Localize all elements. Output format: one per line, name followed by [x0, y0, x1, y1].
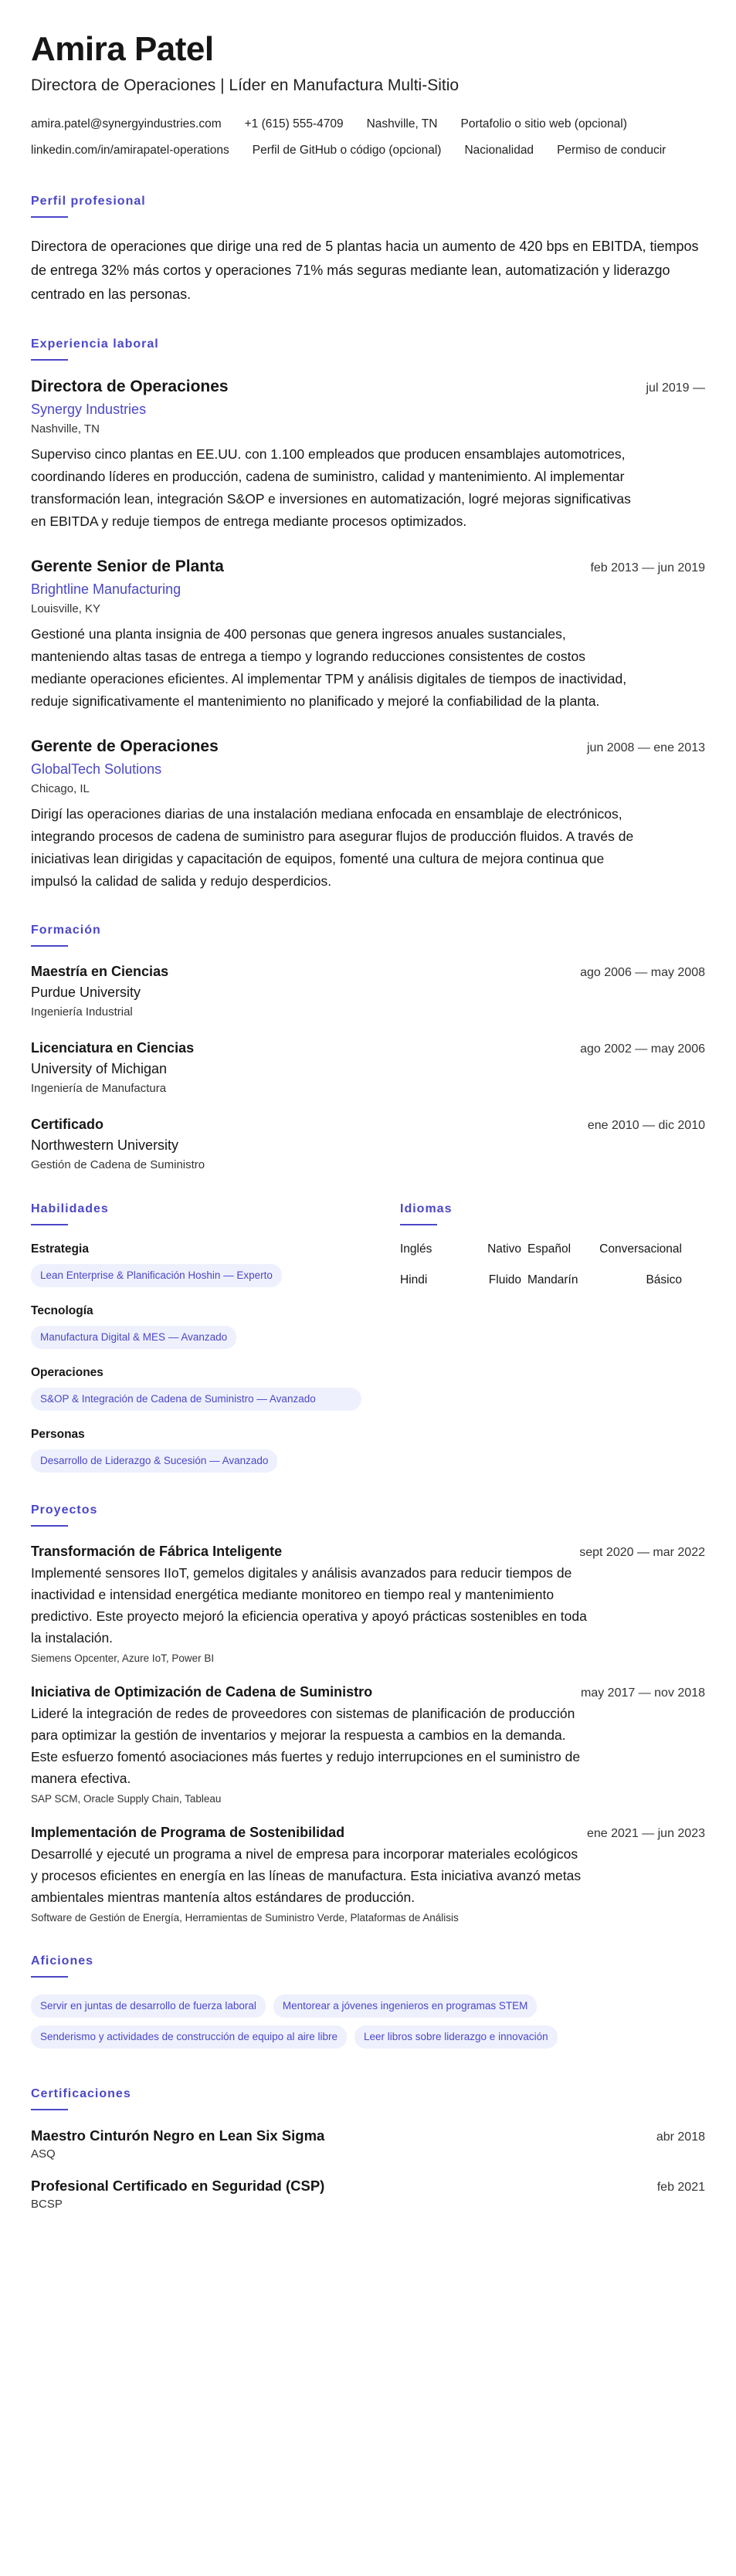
job-location: Louisville, KY	[31, 602, 101, 615]
skill-category: Tecnología	[31, 1304, 93, 1317]
project-entry	[31, 1825, 705, 1924]
certification-date: feb 2021	[656, 2181, 705, 2194]
language-level: Básico	[646, 1273, 682, 1286]
hobby-pill: Servir en juntas de desarrollo de fuerza laboral	[31, 1995, 266, 2018]
project-title: Implementación de Programa de Sostenibilidad	[31, 1825, 345, 1840]
education-entry	[31, 1040, 705, 1095]
section-title: Aficiones	[31, 1954, 94, 1968]
section-title: Perfil profesional	[31, 195, 146, 208]
skill-group	[31, 1428, 369, 1473]
certification-entry	[31, 2127, 705, 2161]
education-dates: ene 2010 — dic 2010	[587, 1119, 705, 1132]
skill-pill: Lean Enterprise & Planificación Hoshin — Experto	[31, 1264, 282, 1287]
degree-name: Maestría en Ciencias	[31, 964, 169, 979]
skill-category: Personas	[31, 1428, 85, 1441]
section-divider	[31, 359, 68, 361]
language-level: Nativo	[487, 1242, 521, 1256]
project-tools: Siemens Opcenter, Azure IoT, Power BI	[31, 1652, 215, 1664]
language-row	[400, 1273, 705, 1287]
job-title: Gerente de Operaciones	[31, 737, 219, 755]
skill-group	[31, 1304, 369, 1349]
certification-name: Maestro Cinturón Negro en Lean Six Sigma	[31, 2127, 325, 2144]
project-description: Implementé sensores IIoT, gemelos digitales y análisis avanzados para reducir tiempos de inactividad e intensidad energética mediante monitoreo en tiempo real y mantenimiento predictivo. Este proyecto mejoró la eficiencia operativa y apoyó prácticas sostenibles en toda la instalación.	[31, 1565, 587, 1646]
skills-languages-row	[31, 1202, 705, 1473]
contact-github[interactable]: Perfil de GitHub o código (opcional)	[252, 144, 442, 157]
job-description: Superviso cinco plantas en EE.UU. con 1.100 empleados que producen ensamblajes automotrices, coordinando líderes en producción, cadena de suministro, calidad y mantenimiento. Al implementar transformación lean, integración S&OP e inversiones en automatización, logré mejoras significativas en EBITDA y reduje tiempos de entrega mediante procesos optimizados.	[31, 446, 631, 529]
job-description: Gestioné una planta insignia de 400 personas que genera ingresos anuales sustanciales, manteniendo altas tasas de entrega a tiempo y logrando reducciones consistentes de costos mediante operaciones eficientes. Al implementar TPM y análisis digitales de tiempos de inactividad, reduje significativamente el mantenimiento no planificado y mejoré la confiabilidad de la planta.	[31, 626, 627, 709]
project-entry	[31, 1684, 705, 1805]
skill-pill: S&OP & Integración de Cadena de Suministro — Avanzado	[31, 1388, 361, 1411]
job-dates: jun 2008 — ene 2013	[586, 741, 705, 754]
languages-section	[400, 1202, 705, 1473]
hobby-pill: Leer libros sobre liderazgo e innovación	[354, 2025, 558, 2049]
job-location: Chicago, IL	[31, 782, 90, 795]
section-divider	[31, 945, 68, 947]
certifications-section	[31, 2087, 705, 2211]
skill-category: Operaciones	[31, 1366, 103, 1379]
section-divider	[31, 1525, 68, 1527]
skills-section	[31, 1202, 369, 1473]
candidate-name: Amira Patel	[31, 30, 214, 68]
education-entry	[31, 964, 705, 1019]
project-dates: ene 2021 — jun 2023	[586, 1827, 705, 1840]
study-field: Gestión de Cadena de Suministro	[31, 1158, 205, 1171]
hobby-pill: Senderismo y actividades de construcción de equipo al aire libre	[31, 2025, 347, 2049]
education-dates: ago 2002 — may 2006	[580, 1042, 705, 1056]
project-title: Transformación de Fábrica Inteligente	[31, 1544, 283, 1559]
job-title: Directora de Operaciones	[31, 378, 229, 395]
resume-header	[31, 29, 705, 164]
skill-group	[31, 1366, 369, 1411]
company-name: Brightline Manufacturing	[31, 581, 181, 597]
job-location: Nashville, TN	[31, 422, 100, 436]
contact-phone[interactable]: +1 (615) 555-4709	[244, 117, 344, 130]
language-row	[400, 1242, 705, 1256]
skill-group	[31, 1242, 369, 1287]
education-dates: ago 2006 — may 2008	[580, 966, 705, 979]
section-title: Idiomas	[400, 1202, 453, 1215]
certification-entry	[31, 2178, 705, 2211]
skill-pill: Desarrollo de Liderazgo & Sucesión — Avanzado	[31, 1449, 277, 1473]
project-description: Lideré la integración de redes de proveedores con sistemas de planificación de producción para optimizar la gestión de inventarios y mejorar la respuesta a cambios en la demanda. Este esfuerzo fomentó asociaciones más fuertes y redujo interrupciones en el suministro de manera efectiva.	[31, 1706, 581, 1786]
degree-name: Licenciatura en Ciencias	[31, 1040, 195, 1056]
degree-name: Certificado	[31, 1117, 104, 1132]
language-name: Hindi	[400, 1273, 428, 1286]
contact-list	[31, 111, 705, 164]
hobbies-section	[31, 1954, 705, 2056]
hobby-pill: Mentorear a jóvenes ingenieros en programas STEM	[273, 1995, 537, 2018]
education-entry	[31, 1117, 705, 1171]
section-divider	[31, 216, 68, 218]
contact-nationality: Nacionalidad	[464, 144, 534, 157]
projects-section	[31, 1503, 705, 1924]
skill-category: Estrategia	[31, 1242, 89, 1256]
certification-name: Profesional Certificado en Seguridad (CSP)	[31, 2178, 325, 2194]
language-level: Conversacional	[599, 1242, 682, 1256]
experience-section	[31, 337, 705, 893]
language-name: Inglés	[400, 1242, 432, 1256]
job-description: Dirigí las operaciones diarias de una instalación mediana enfocada en ensamblaje de electrónicos, integrando procesos de cadena de suministro para asegurar flujos de producción fluidos. A través de iniciativas lean dirigidas y capacitación de equipos, fomenté una cultura de mejora continua que impulsó la calidad de salida y redujo desperdicios.	[31, 806, 634, 889]
certification-issuer: ASQ	[31, 2147, 56, 2161]
section-title: Habilidades	[31, 1202, 109, 1215]
section-title: Experiencia laboral	[31, 337, 159, 351]
contact-email[interactable]: amira.patel@synergyindustries.com	[31, 117, 222, 130]
study-field: Ingeniería Industrial	[31, 1005, 133, 1019]
project-entry	[31, 1544, 705, 1664]
project-dates: may 2017 — nov 2018	[581, 1686, 705, 1700]
company-name: GlobalTech Solutions	[31, 761, 162, 777]
project-description: Desarrollé y ejecuté un programa a nivel de empresa para incorporar materiales ecológicos y procesos eficientes en energía en las líneas de manufactura. Esta iniciativa avanzó metas ambientales mientras mantenía altos estándares de producción.	[31, 1846, 582, 1905]
language-name: Español	[527, 1242, 572, 1256]
job-dates: jul 2019 —	[646, 381, 705, 395]
experience-entry	[31, 558, 705, 713]
candidate-headline: Directora de Operaciones | Líder en Manufactura Multi-Sitio	[31, 76, 460, 94]
school-name: University of Michigan	[31, 1061, 168, 1076]
study-field: Ingeniería de Manufactura	[31, 1082, 167, 1095]
section-divider	[31, 1976, 68, 1978]
language-level: Fluido	[488, 1273, 521, 1286]
profile-summary: Directora de operaciones que dirige una red de 5 plantas hacia un aumento de 420 bps en EBITDA, tiempos de entrega 32% más cortos y operaciones 71% más seguras mediante lean, automatización y liderazgo centrado en las personas.	[31, 239, 699, 302]
section-divider	[31, 2109, 68, 2110]
section-title: Certificaciones	[31, 2087, 131, 2100]
certification-date: abr 2018	[656, 2130, 705, 2144]
project-tools: Software de Gestión de Energía, Herramientas de Suministro Verde, Plataformas de Análisis	[31, 1912, 459, 1924]
contact-location: Nashville, TN	[366, 117, 438, 130]
school-name: Purdue University	[31, 985, 141, 1000]
section-title: Proyectos	[31, 1503, 98, 1517]
experience-entry	[31, 378, 705, 533]
experience-entry	[31, 737, 705, 893]
project-dates: sept 2020 — mar 2022	[579, 1546, 705, 1559]
job-dates: feb 2013 — jun 2019	[590, 561, 705, 575]
language-name: Mandarín	[527, 1273, 578, 1286]
skill-pill: Manufactura Digital & MES — Avanzado	[31, 1326, 236, 1349]
school-name: Northwestern University	[31, 1137, 179, 1153]
profile-section	[31, 195, 705, 307]
project-title: Iniciativa de Optimización de Cadena de Suministro	[31, 1684, 373, 1700]
section-divider	[400, 1224, 437, 1225]
job-title: Gerente Senior de Planta	[31, 558, 224, 575]
certification-issuer: BCSP	[31, 2198, 63, 2211]
hobby-list	[31, 1995, 705, 2056]
education-section	[31, 924, 705, 1171]
contact-website[interactable]: Portafolio o sitio web (opcional)	[460, 117, 627, 130]
section-title: Formación	[31, 924, 101, 937]
company-name: Synergy Industries	[31, 402, 147, 417]
section-divider	[31, 1224, 68, 1225]
contact-license: Permiso de conducir	[557, 144, 666, 157]
project-tools: SAP SCM, Oracle Supply Chain, Tableau	[31, 1793, 222, 1805]
contact-linkedin[interactable]: linkedin.com/in/amirapatel-operations	[31, 144, 229, 157]
